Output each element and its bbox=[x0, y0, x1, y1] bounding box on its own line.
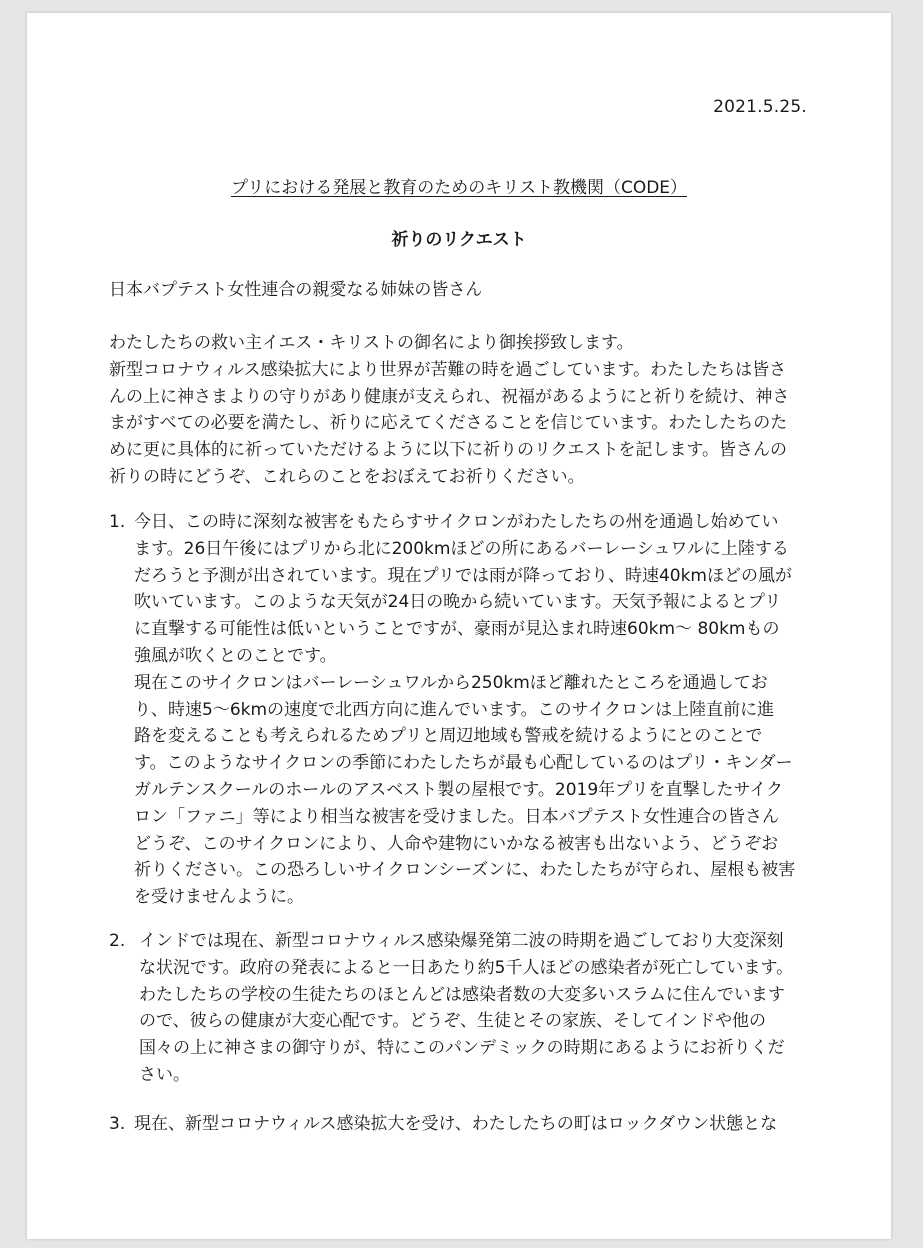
organization-heading bbox=[27, 173, 891, 198]
prayer-request-item bbox=[109, 1111, 809, 1138]
item-number: 2. bbox=[109, 931, 126, 951]
item-line: 現在このサイクロンはバーレーシュワルから250kmほど離れたところを通過してお bbox=[134, 672, 768, 693]
intro-line: わたしたちの救い主イエス・キリストの御名により御挨拶致します。 bbox=[109, 333, 634, 353]
item-body bbox=[139, 928, 809, 1089]
item-line: ロン「ファニ」等により相当な被害を受けました。日本バプテスト女性連合の皆さん bbox=[134, 806, 779, 827]
document-title: 祈りのリクエスト bbox=[391, 230, 527, 250]
item-line: 強風が吹くとのことです。 bbox=[134, 645, 337, 666]
organization-name: プリにおける発展と教育のためのキリスト教機関（CODE） bbox=[230, 178, 688, 198]
item-line: 国々の上に神さまの御守りが、特にこのパンデミックの時期にあるようにお祈りくだ bbox=[139, 1038, 785, 1059]
item-line: インドでは現在、新型コロナウィルス感染爆発第二波の時期を過ごしており大変深刻 bbox=[139, 931, 784, 951]
item-line: 吹いています。このような天気が24日の晩から続いています。天気予報によるとプリ bbox=[134, 592, 782, 613]
intro-line: んの上に神さまよりの守りがあり健康が支えられ、祝福があるようにと祈りを続け、神さ bbox=[109, 386, 790, 407]
intro-line: 新型コロナウィルス感染拡大により世界が苦難の時を過ごしています。わたしたちは皆さ bbox=[109, 359, 787, 380]
item-line: り、時速5〜6kmの速度で北西方向に進んでいます。このサイクロンは上陸直前に進 bbox=[134, 699, 775, 720]
prayer-request-item bbox=[109, 509, 809, 911]
item-line: な状況です。政府の発表によると一日あたり約5千人ほどの感染者が死亡しています。 bbox=[139, 957, 794, 978]
intro-line: めに更に具体的に祈っていただけるように以下に祈りのリクエストを記します。皆さんの bbox=[109, 440, 787, 461]
intro-line: 祈りの時にどうぞ、これらのことをおぼえてお祈りください。 bbox=[109, 466, 585, 487]
item-line: だろうと予測が出されています。現在プリでは雨が降っており、時速40kmほどの風が bbox=[134, 565, 792, 586]
item-body bbox=[134, 1111, 809, 1138]
item-line: わたしたちの学校の生徒たちのほとんどは感染者数の大変多いスラムに住んでいます bbox=[139, 984, 785, 1005]
intro-line: まがすべての必要を満たし、祈りに応えてくださることを信じています。わたしたちのた bbox=[109, 413, 788, 434]
item-line: 今日、この時に深刻な被害をもたらすサイクロンがわたしたちの州を通過し始めてい bbox=[134, 512, 779, 532]
item-line: を受けませんように。 bbox=[134, 887, 304, 908]
document-page bbox=[27, 13, 891, 1239]
item-line: す。このようなサイクロンの季節にわたしたちが最も心配しているのはプリ・キンダー bbox=[134, 753, 793, 774]
salutation: 日本バプテスト女性連合の親愛なる姉妹の皆さん bbox=[109, 280, 483, 300]
item-line: 祈りください。この恐ろしいサイクロンシーズンに、わたしたちが守られ、屋根も被害 bbox=[134, 860, 796, 881]
item-line: ガルテンスクールのホールのアスベスト製の屋根です。2019年プリを直撃したサイク bbox=[134, 779, 783, 800]
item-line: どうぞ、このサイクロンにより、人命や建物にいかなる被害も出ないよう、どうぞお bbox=[134, 833, 779, 854]
document-date: 2021.5.25. bbox=[713, 97, 807, 117]
item-line: さい。 bbox=[139, 1064, 190, 1085]
item-number: 3. bbox=[109, 1114, 126, 1134]
item-line: 路を変えることも考えられるためプリと周辺地域も警戒を続けるようにとのことで bbox=[134, 726, 763, 747]
item-line: ので、彼らの健康が大変心配です。どうぞ、生徒とその家族、そしてインドや他の bbox=[139, 1011, 766, 1032]
item-line: に直撃する可能性は低いということですが、豪雨が見込まれ時速60km〜 80kmもの bbox=[134, 619, 780, 640]
prayer-request-item bbox=[109, 928, 809, 1089]
item-line: ます。26日午後にはプリから北に200kmほどの所にあるバーレーシュワルに上陸する bbox=[134, 538, 789, 559]
item-number: 1. bbox=[109, 512, 126, 532]
item-line: 現在、新型コロナウィルス感染拡大を受け、わたしたちの町はロックダウン状態とな bbox=[134, 1114, 778, 1134]
intro-paragraph bbox=[109, 330, 809, 491]
item-body bbox=[134, 509, 809, 911]
